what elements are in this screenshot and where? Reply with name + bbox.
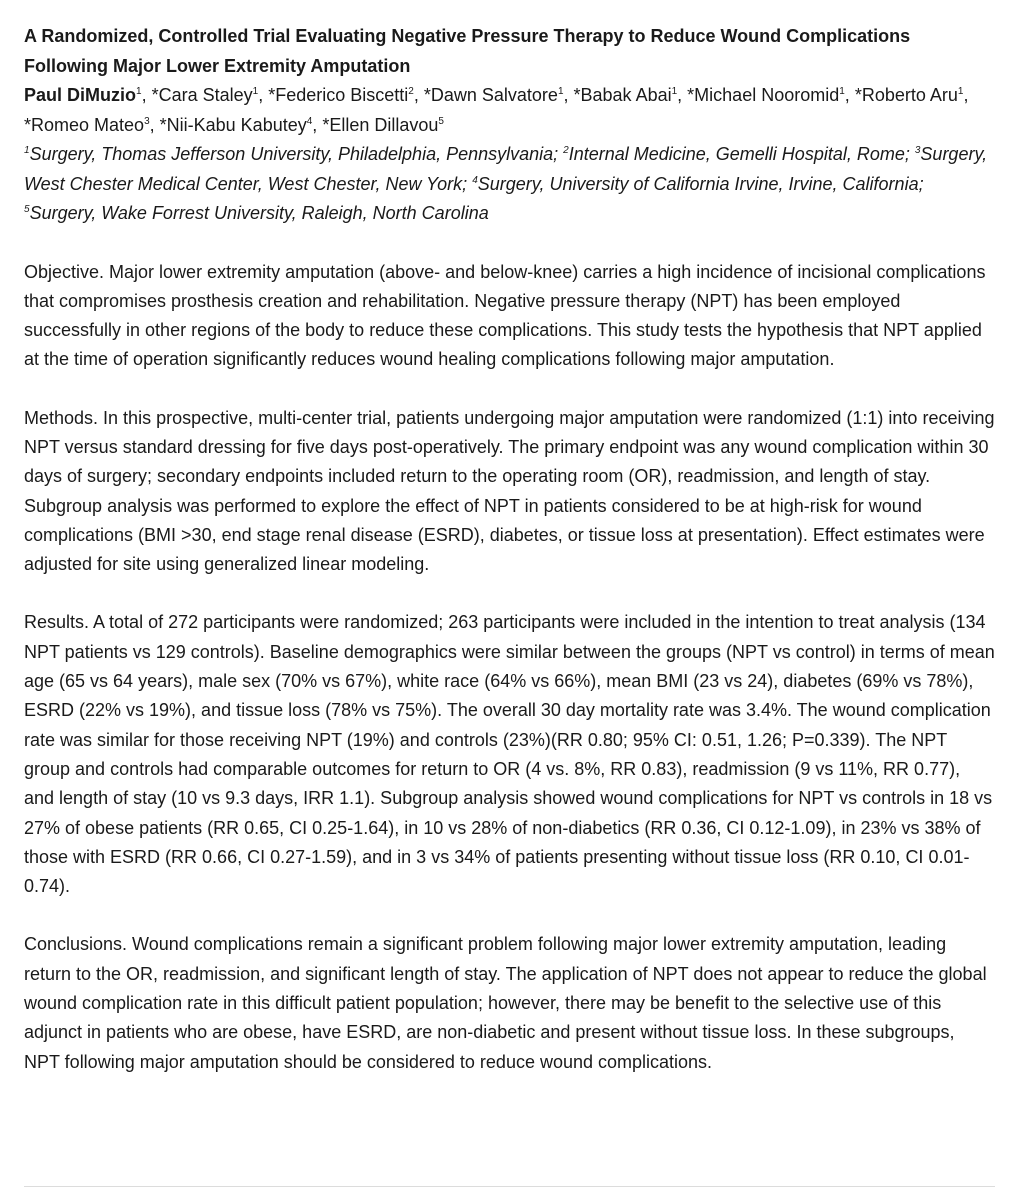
affiliation-mark: 5 <box>24 204 30 215</box>
affiliation-text: Surgery, Wake Forrest University, Raleigh, North Carolina <box>29 203 489 223</box>
paper-title: A Randomized, Controlled Trial Evaluating Negative Pressure Therapy to Reduce Wound Complications Following Major Lower Extremity Amputation <box>24 26 911 76</box>
affiliation-text: Internal Medicine, Gemelli Hospital, Rome; <box>568 144 915 164</box>
affiliation-list <box>24 140 995 229</box>
affiliation-text: Surgery, University of California Irvine, Irvine, California; <box>477 173 924 194</box>
author-affiliation-mark: 1 <box>557 86 564 97</box>
author-name: *Babak Abai <box>573 85 672 105</box>
author-affiliation-mark: 1 <box>252 86 259 97</box>
author-name: *Ellen Dillavou <box>322 114 439 135</box>
author-affiliation-mark: 5 <box>438 115 444 127</box>
author-name: *Cara Staley <box>151 85 253 105</box>
objective-paragraph: Objective. Major lower extremity amputation (above- and below-knee) carries a high incidence of incisional complications that compromises prosthesis creation and rehabilitation. Negative pressure therapy (NPT) has been employed successfully in other regions of the body to reduce these complications. This study tests the hypothesis that NPT applied at the time of operation significantly reduces wound healing complications following major amputation. <box>24 261 986 370</box>
author-affiliation-mark: 1 <box>957 86 964 97</box>
bottom-divider <box>24 1186 995 1187</box>
author-separator: , <box>677 85 688 105</box>
author-separator: , <box>844 85 855 105</box>
author-affiliation-mark: 4 <box>306 115 313 127</box>
author-separator: , <box>413 85 424 105</box>
author-name: *Dawn Salvatore <box>423 85 558 105</box>
author-name: *Romeo Mateo <box>24 114 145 135</box>
affiliation-mark: 1 <box>24 145 30 156</box>
author-name: *Roberto Aru <box>854 85 958 105</box>
author-separator: , <box>149 114 160 135</box>
affiliation-mark: 3 <box>914 145 921 156</box>
author-name: Paul DiMuzio <box>24 85 136 105</box>
results-paragraph: Results. A total of 272 participants were randomized; 263 participants were included in the intention to treat analysis (134 NPT patients vs 129 controls). Baseline demographics were similar between the groups (NPT vs control) in terms of mean age (65 vs 64 years), male sex (70% vs 67%), white race (64% vs 66%), mean BMI (23 vs 24), diabetes (69% vs 78%), ESRD (22% vs 19%), and tissue loss (78% vs 75%). The overall 30 day mortality rate was 3.4%. The wound complication rate was similar for those receiving NPT (19%) and controls (23%)(RR 0.80; 95% CI: 0.51, 1.26; P=0.339). The NPT group and controls had comparable outcomes for return to OR (4 vs. 8%, RR 0.83), readmission (9 vs 11%, RR 0.77), and length of stay (10 vs 9.3 days, IRR 1.1). Subgroup analysis showed wound complications for NPT vs controls in 18 vs 27% of obese patients (RR 0.65, CI 0.25-1.64), in 10 vs 28% of non-diabetics (RR 0.36, CI 0.12-1.09), in 23% vs 38% of those with ESRD (RR 0.66, CI 0.27-1.59), and in 3 vs 34% of patients presenting without tissue loss (RR 0.10, CI 0.01-0.74). <box>24 612 995 897</box>
author-affiliation-mark: 1 <box>839 86 845 97</box>
author-affiliation-mark: 1 <box>671 86 678 97</box>
conclusions-paragraph: Conclusions. Wound complications remain a significant problem following major lower extremity amputation, leading return to the OR, readmission, and significant length of stay. The application of NPT does not appear to reduce the global wound complication rate in this difficult patient population; however, there may be benefit to the selective use of this adjunct in patients who are obese, have ESRD, are non-diabetic and present without tissue loss. In these subgroups, NPT following major amputation should be considered to reduce wound complications. <box>24 934 987 1072</box>
author-affiliation-mark: 3 <box>144 115 150 127</box>
author-affiliation-mark: 1 <box>136 86 142 97</box>
affiliation-text: Surgery, Thomas Jefferson University, Philadelphia, Pennsylvania; <box>29 144 564 164</box>
author-affiliation-mark: 2 <box>408 86 414 97</box>
author-separator: , <box>563 85 574 105</box>
affiliation-text: Surgery, West Chester Medical Center, West Chester, New York; <box>24 144 988 194</box>
author-separator: , <box>312 114 323 135</box>
methods-paragraph: Methods. In this prospective, multi-center trial, patients undergoing major amputation were randomized (1:1) into receiving NPT versus standard dressing for five days post-operatively. The primary endpoint was any wound complication within 30 days of surgery; secondary endpoints included return to the operating room (OR), readmission, and length of stay. Subgroup analysis was performed to explore the effect of NPT in patients considered to be at high-risk for wound complications (BMI >30, end stage renal disease (ESRD), diabetes, or tissue loss at presentation). Effect estimates were adjusted for site using generalized linear modeling. <box>24 407 995 575</box>
author-name: *Nii-Kabu Kabutey <box>159 114 307 135</box>
author-name: *Federico Biscetti <box>268 85 409 105</box>
author-name: *Michael Nooromid <box>687 85 840 105</box>
affiliation-mark: 4 <box>472 174 478 186</box>
author-separator: , <box>963 85 969 105</box>
author-separator: , <box>141 85 152 105</box>
author-separator: , <box>258 85 269 105</box>
author-list <box>24 81 995 140</box>
affiliation-mark: 2 <box>563 145 569 156</box>
